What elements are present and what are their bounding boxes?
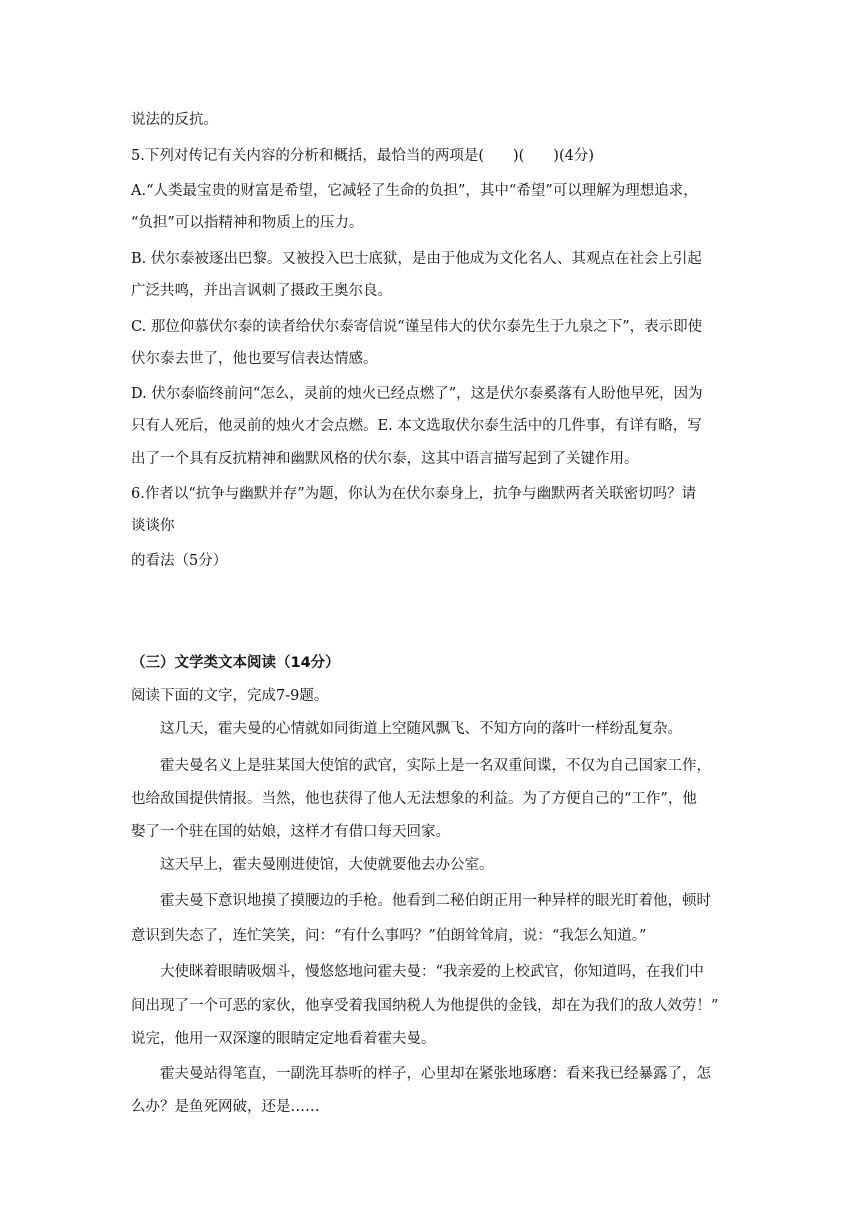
continuation-text: 说法的反抗。 xyxy=(131,112,218,128)
option-d-line1: D. 伏尔泰临终前问“怎么，灵前的烛火已经点燃了”，这是伏尔泰奚落有人盼他早死，因为 xyxy=(131,386,703,402)
option-b-line2: 广泛共鸣，并出言讽刺了摄政王奥尔良。 xyxy=(131,283,392,299)
option-a-line1: A.“人类最宝贵的财富是希望，它减轻了生命的负担”，其中“希望”可以理解为理想追求， xyxy=(131,183,698,199)
question-6-line1: 6.作者以“抗争与幽默并存”为题，你认为在伏尔泰身上，抗争与幽默两者关联密切吗？请 xyxy=(131,486,697,502)
option-a-line2: “负担”可以指精神和物质上的压力。 xyxy=(131,215,364,231)
paragraph-1: 这几天，霍夫曼的心情就如同街道上空随风飘飞、不知方向的落叶一样纷乱复杂。 xyxy=(160,721,682,737)
paragraph-5-line2: 间出现了一个可恶的家伙，他享受着我国纳税人为他提供的金钱，却在为我们的敌人效劳！” xyxy=(131,998,719,1014)
paragraph-2-line3: 娶了一个驻在国的姑娘，这样才有借口每天回家。 xyxy=(131,824,450,840)
section-3-heading: （三）文学类文本阅读（14分） xyxy=(131,655,340,671)
option-d-line2: 只有人死后，他灵前的烛火才会点燃。E. 本文选取伏尔泰生活中的几件事，有详有略，写 xyxy=(131,418,702,434)
paragraph-3: 这天早上，霍夫曼刚进使馆，大使就要他去办公室。 xyxy=(160,857,494,873)
paragraph-5-line1: 大使眯着眼睛吸烟斗，慢悠悠地问霍夫曼：“我亲爱的上校武官，你知道吗，在我们中 xyxy=(160,964,704,980)
paragraph-5-line3: 说完，他用一双深邃的眼睛定定地看着霍夫曼。 xyxy=(131,1031,436,1047)
section-3-instruction: 阅读下面的文字，完成7-9题。 xyxy=(131,688,329,704)
option-c-line2: 伏尔泰去世了，他也要写信表达情感。 xyxy=(131,351,378,367)
option-e-line3: 出了一个具有反抗精神和幽默风格的伏尔泰，这其中语言描写起到了关键作用。 xyxy=(131,451,639,467)
option-c-line1: C. 那位仰慕伏尔泰的读者给伏尔泰寄信说“谨呈伟大的伏尔泰先生于九泉之下”，表示即使 xyxy=(131,319,703,335)
question-5-stem: 5.下列对传记有关内容的分析和概括，最恰当的两项是( )( )(4分) xyxy=(131,148,594,164)
paragraph-4-line2: 意识到失态了，连忙笑笑，问：“有什么事吗？”伯朗耸耸肩，说：“我怎么知道。” xyxy=(131,928,647,944)
question-6-line2: 谈谈你 xyxy=(131,518,175,534)
question-6-line3: 的看法（5分） xyxy=(131,553,228,569)
paragraph-6-line2: 么办？是鱼死网破，还是…… xyxy=(131,1099,320,1115)
paragraph-2-line1: 霍夫曼名义上是驻某国大使馆的武官，实际上是一名双重间谍，不仅为自己国家工作， xyxy=(160,758,711,774)
paragraph-6-line1: 霍夫曼站得笔直，一副洗耳恭听的样子，心里却在紧张地琢磨：看来我已经暴露了，怎 xyxy=(160,1066,711,1082)
option-b-line1: B. 伏尔泰被逐出巴黎。又被投入巴士底狱，是由于他成为文化名人、其观点在社会上引起 xyxy=(131,251,702,267)
paragraph-4-line1: 霍夫曼下意识地摸了摸腰边的手枪。他看到二秘伯朗正用一种异样的眼光盯着他，顿时 xyxy=(160,893,711,909)
paragraph-2-line2: 也给敌国提供情报。当然，他也获得了他人无法想象的利益。为了方便自己的“工作”，他 xyxy=(131,791,697,807)
